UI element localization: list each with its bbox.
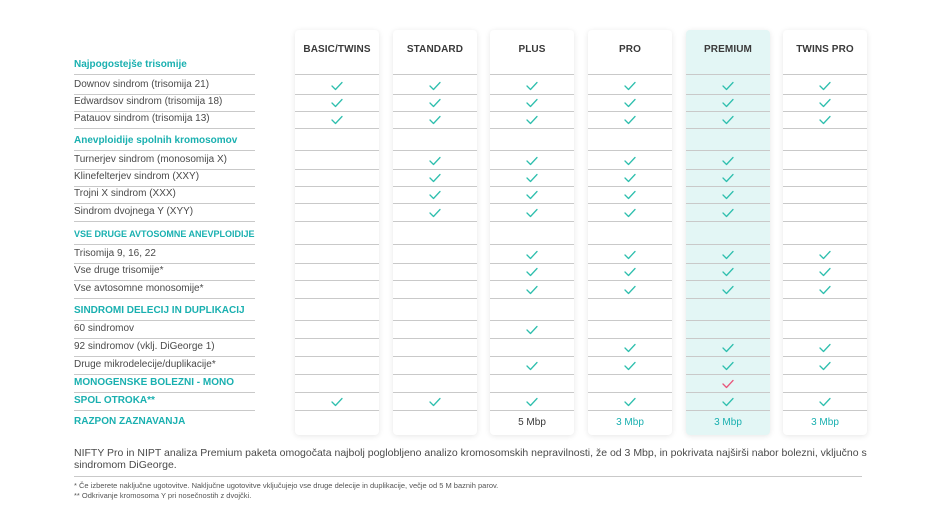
check-icon	[526, 267, 538, 277]
row-divider	[686, 244, 770, 245]
check-pink-icon	[722, 379, 734, 389]
section-heading: RAZPON ZAZNAVANJA	[74, 416, 186, 427]
footnote-1: * Če izberete naključne ugotovitve. Naključne ugotovitve vključujejo vse druge delecije in duplikacije, večje od 5 M baznih parov.	[74, 481, 499, 490]
row-divider	[783, 410, 867, 411]
check-icon	[526, 250, 538, 260]
section-heading: Najpogostejše trisomije	[74, 59, 187, 70]
row-divider	[686, 356, 770, 357]
section-heading: MONOGENSKE BOLEZNI - MONO	[74, 377, 234, 388]
check-icon	[819, 267, 831, 277]
check-icon	[624, 115, 636, 125]
column-header-pro: PRO	[619, 44, 641, 55]
check-icon	[526, 173, 538, 183]
row-label: Turnerjev sindrom (monosomija X)	[74, 154, 228, 165]
row-divider	[588, 263, 672, 264]
row-divider	[588, 280, 672, 281]
row-divider	[74, 338, 255, 339]
row-divider	[295, 221, 379, 222]
row-divider	[74, 410, 255, 411]
row-divider	[783, 186, 867, 187]
row-label: Sindrom dvojnega Y (XYY)	[74, 206, 194, 217]
row-divider	[588, 244, 672, 245]
check-icon	[331, 81, 343, 91]
row-divider	[393, 150, 477, 151]
row-divider	[393, 392, 477, 393]
row-divider	[74, 244, 255, 245]
row-divider	[588, 94, 672, 95]
row-label: Klinefelterjev sindrom (XXY)	[74, 171, 200, 182]
check-icon	[624, 285, 636, 295]
check-icon	[624, 397, 636, 407]
check-icon	[819, 343, 831, 353]
row-divider	[295, 410, 379, 411]
row-divider	[783, 356, 867, 357]
row-divider	[588, 128, 672, 129]
row-divider	[588, 150, 672, 151]
check-icon	[819, 361, 831, 371]
row-divider	[686, 338, 770, 339]
row-divider	[783, 244, 867, 245]
row-divider	[588, 221, 672, 222]
row-divider	[686, 94, 770, 95]
row-divider	[490, 203, 574, 204]
column-header-plus: PLUS	[518, 44, 546, 55]
check-icon	[819, 115, 831, 125]
check-icon	[722, 267, 734, 277]
check-icon	[819, 81, 831, 91]
check-icon	[722, 115, 734, 125]
check-icon	[331, 115, 343, 125]
row-divider	[490, 392, 574, 393]
row-divider	[74, 150, 255, 151]
row-divider	[490, 150, 574, 151]
row-divider	[686, 186, 770, 187]
check-icon	[429, 156, 441, 166]
row-divider	[295, 203, 379, 204]
row-divider	[783, 320, 867, 321]
row-divider	[686, 169, 770, 170]
check-icon	[819, 250, 831, 260]
check-icon	[722, 343, 734, 353]
row-divider	[588, 320, 672, 321]
row-divider	[74, 392, 255, 393]
check-icon	[624, 156, 636, 166]
row-divider	[490, 221, 574, 222]
row-divider	[490, 356, 574, 357]
check-icon	[624, 361, 636, 371]
check-icon	[429, 115, 441, 125]
row-divider	[393, 169, 477, 170]
row-divider	[393, 374, 477, 375]
row-divider	[295, 111, 379, 112]
row-divider	[686, 298, 770, 299]
row-divider	[295, 298, 379, 299]
check-icon	[429, 173, 441, 183]
row-label: Trisomija 9, 16, 22	[74, 248, 156, 259]
row-divider	[295, 392, 379, 393]
row-divider	[393, 280, 477, 281]
column-header-twins_pro: TWINS PRO	[796, 44, 854, 55]
check-icon	[819, 98, 831, 108]
row-divider	[588, 338, 672, 339]
section-heading: VSE DRUGE AVTOSOMNE ANEVPLOIDIJE	[74, 229, 255, 239]
row-divider	[490, 128, 574, 129]
check-icon	[722, 285, 734, 295]
row-divider	[74, 128, 255, 129]
check-icon	[526, 285, 538, 295]
check-icon	[624, 267, 636, 277]
row-divider	[783, 280, 867, 281]
row-divider	[295, 263, 379, 264]
row-divider	[393, 356, 477, 357]
row-divider	[783, 203, 867, 204]
check-icon	[526, 98, 538, 108]
check-icon	[624, 208, 636, 218]
check-icon	[526, 115, 538, 125]
row-divider	[783, 298, 867, 299]
row-divider	[393, 410, 477, 411]
column-header-basic: BASIC/TWINS	[303, 44, 371, 55]
row-divider	[783, 111, 867, 112]
row-label: 92 sindromov (vklj. DiGeorge 1)	[74, 341, 215, 352]
row-divider	[588, 111, 672, 112]
row-divider	[490, 244, 574, 245]
row-divider	[686, 392, 770, 393]
row-divider	[686, 203, 770, 204]
row-divider	[295, 94, 379, 95]
detection-range-plus: 5 Mbp	[518, 417, 546, 428]
row-divider	[74, 298, 255, 299]
detection-range-premium: 3 Mbp	[714, 417, 742, 428]
row-divider	[393, 186, 477, 187]
row-divider	[490, 280, 574, 281]
check-icon	[331, 397, 343, 407]
row-divider	[393, 263, 477, 264]
row-divider	[490, 74, 574, 75]
row-divider	[295, 128, 379, 129]
row-divider	[588, 169, 672, 170]
row-divider	[588, 392, 672, 393]
check-icon	[624, 250, 636, 260]
detection-range-pro: 3 Mbp	[616, 417, 644, 428]
check-icon	[526, 81, 538, 91]
info-note: NIFTY Pro in NIPT analiza Premium paketa omogočata najbolj poglobljeno analizo kromosomskih nepravilnosti, že od 3 Mbp, in pokrivata najširši nabor bolezni, vključno s sindromom DiGeorge.	[74, 447, 867, 471]
check-icon	[722, 98, 734, 108]
row-label: Vse druge trisomije*	[74, 265, 164, 276]
check-icon	[526, 397, 538, 407]
row-divider	[74, 356, 255, 357]
row-divider	[490, 169, 574, 170]
section-heading: SPOL OTROKA**	[74, 395, 155, 406]
row-divider	[393, 111, 477, 112]
row-label: Patauov sindrom (trisomija 13)	[74, 113, 210, 124]
row-divider	[783, 169, 867, 170]
row-divider	[490, 320, 574, 321]
row-divider	[295, 244, 379, 245]
row-divider	[74, 169, 255, 170]
row-divider	[490, 338, 574, 339]
check-icon	[429, 98, 441, 108]
row-divider	[393, 244, 477, 245]
check-icon	[331, 98, 343, 108]
row-divider	[393, 221, 477, 222]
row-divider	[783, 94, 867, 95]
row-divider	[783, 221, 867, 222]
row-divider	[295, 338, 379, 339]
row-divider	[686, 280, 770, 281]
check-icon	[624, 173, 636, 183]
row-divider	[783, 392, 867, 393]
detection-range-twins_pro: 3 Mbp	[811, 417, 839, 428]
check-icon	[526, 325, 538, 335]
check-icon	[526, 208, 538, 218]
row-divider	[295, 186, 379, 187]
check-icon	[526, 190, 538, 200]
check-icon	[624, 343, 636, 353]
row-divider	[74, 111, 255, 112]
check-icon	[819, 285, 831, 295]
check-icon	[624, 190, 636, 200]
check-icon	[722, 250, 734, 260]
row-divider	[393, 203, 477, 204]
row-divider	[393, 298, 477, 299]
row-divider	[686, 221, 770, 222]
check-icon	[819, 397, 831, 407]
row-divider	[490, 186, 574, 187]
row-label: Druge mikrodelecije/duplikacije*	[74, 359, 216, 370]
row-divider	[588, 410, 672, 411]
divider	[74, 476, 862, 477]
column-header-premium: PREMIUM	[704, 44, 752, 55]
row-divider	[393, 128, 477, 129]
row-divider	[295, 374, 379, 375]
row-divider	[74, 263, 255, 264]
row-divider	[490, 410, 574, 411]
row-divider	[393, 74, 477, 75]
check-icon	[429, 208, 441, 218]
row-divider	[783, 74, 867, 75]
row-divider	[588, 298, 672, 299]
row-divider	[295, 280, 379, 281]
row-divider	[490, 298, 574, 299]
row-label: Trojni X sindrom (XXX)	[74, 188, 176, 199]
row-label: Edwardsov sindrom (trisomija 18)	[74, 96, 223, 107]
check-icon	[722, 173, 734, 183]
row-divider	[686, 263, 770, 264]
row-divider	[588, 186, 672, 187]
row-divider	[74, 374, 255, 375]
row-divider	[783, 128, 867, 129]
check-icon	[526, 156, 538, 166]
check-icon	[526, 361, 538, 371]
check-icon	[624, 81, 636, 91]
check-icon	[722, 156, 734, 166]
row-divider	[393, 320, 477, 321]
check-icon	[722, 397, 734, 407]
row-divider	[490, 263, 574, 264]
row-divider	[74, 94, 255, 95]
row-label: 60 sindromov	[74, 323, 135, 334]
row-divider	[490, 111, 574, 112]
check-icon	[722, 81, 734, 91]
row-divider	[686, 320, 770, 321]
row-label: Downov sindrom (trisomija 21)	[74, 79, 210, 90]
section-heading: Anevploidije spolnih kromosomov	[74, 135, 238, 146]
row-divider	[783, 263, 867, 264]
section-heading: SINDROMI DELECIJ IN DUPLIKACIJ	[74, 305, 245, 316]
row-divider	[74, 320, 255, 321]
check-icon	[722, 190, 734, 200]
row-divider	[783, 150, 867, 151]
row-divider	[74, 186, 255, 187]
check-icon	[722, 361, 734, 371]
row-divider	[295, 74, 379, 75]
check-icon	[429, 397, 441, 407]
row-label: Vse avtosomne monosomije*	[74, 283, 204, 294]
footnote-2: ** Odkrivanje kromosoma Y pri nosečnostih z dvojčki.	[74, 491, 252, 500]
row-divider	[295, 320, 379, 321]
column-header-standard: STANDARD	[406, 44, 464, 55]
row-divider	[686, 74, 770, 75]
row-divider	[783, 338, 867, 339]
row-divider	[74, 203, 255, 204]
row-divider	[686, 374, 770, 375]
row-divider	[686, 111, 770, 112]
row-divider	[686, 410, 770, 411]
check-icon	[429, 190, 441, 200]
check-icon	[722, 208, 734, 218]
check-icon	[624, 98, 636, 108]
row-divider	[393, 94, 477, 95]
row-divider	[686, 150, 770, 151]
row-divider	[74, 280, 255, 281]
row-divider	[74, 221, 255, 222]
row-divider	[588, 356, 672, 357]
row-divider	[588, 203, 672, 204]
row-divider	[393, 338, 477, 339]
row-divider	[74, 74, 255, 75]
row-divider	[295, 169, 379, 170]
row-divider	[490, 374, 574, 375]
row-divider	[588, 374, 672, 375]
row-divider	[490, 94, 574, 95]
row-divider	[295, 150, 379, 151]
row-divider	[686, 128, 770, 129]
row-divider	[783, 374, 867, 375]
row-divider	[588, 74, 672, 75]
check-icon	[429, 81, 441, 91]
row-divider	[295, 356, 379, 357]
